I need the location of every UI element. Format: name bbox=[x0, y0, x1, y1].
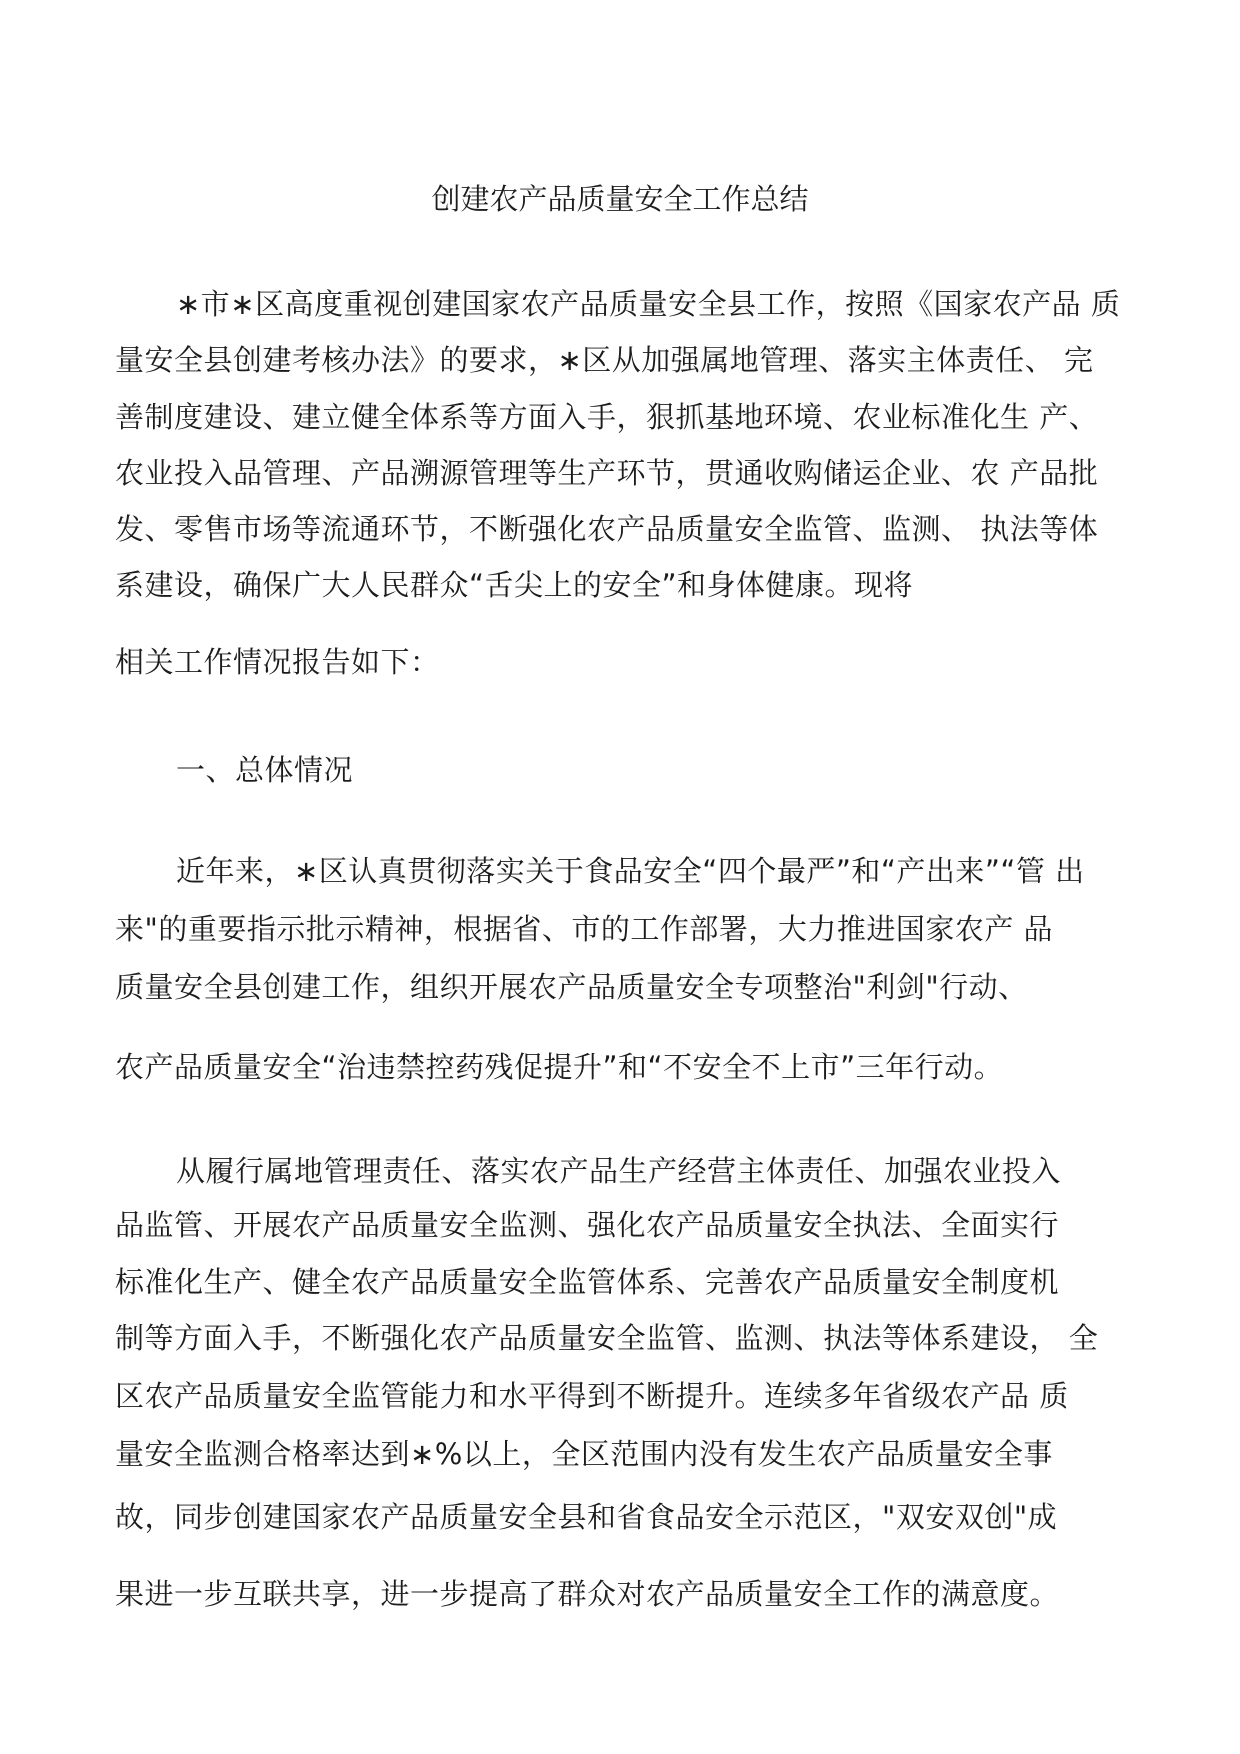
paragraph-line: 近年来，∗区认真贯彻落实关于食品安全“四个最严”和“产出来”“管 出 bbox=[176, 854, 1085, 888]
paragraph-line: 品监管、开展农产品质量安全监测、强化农产品质量安全执法、全面实行 bbox=[115, 1208, 1060, 1242]
document-title: 创建农产品质量安全工作总结 bbox=[431, 182, 809, 216]
paragraph-line: 标准化生产、健全农产品质量安全监管体系、完善农产品质量安全制度机 bbox=[115, 1265, 1060, 1299]
paragraph-line: 善制度建设、建立健全体系等方面入手，狠抓基地环境、农业标准化生 产、 bbox=[115, 400, 1099, 434]
paragraph-line: 系建设，确保广大人民群众“舌尖上的安全”和身体健康。现将 bbox=[115, 568, 914, 602]
paragraph-line: 区农产品质量安全监管能力和水平得到不断提升。连续多年省级农产品 质 bbox=[115, 1379, 1069, 1413]
paragraph-line: 农业投入品管理、产品溯源管理等生产环节，贯通收购储运企业、农 产品批 bbox=[115, 456, 1099, 490]
paragraph-line: 来"的重要指示批示精神，根据省、市的工作部署，大力推进国家农产 品 bbox=[115, 912, 1054, 946]
paragraph-line: 量安全县创建考核办法》的要求，∗区从加强属地管理、落实主体责任、 完 bbox=[115, 343, 1094, 377]
paragraph-line: 制等方面入手，不断强化农产品质量安全监管、监测、执法等体系建设， 全 bbox=[115, 1321, 1099, 1355]
paragraph-line: 从履行属地管理责任、落实农产品生产经营主体责任、加强农业投入 bbox=[176, 1154, 1062, 1188]
paragraph-line: ∗市∗区高度重视创建国家农产品质量安全县工作，按照《国家农产品 质 bbox=[176, 287, 1121, 321]
section-heading: 一、总体情况 bbox=[176, 753, 354, 787]
paragraph-line: 故，同步创建国家农产品质量安全县和省食品安全示范区，"双安双创"成 bbox=[115, 1500, 1058, 1534]
paragraph-line: 发、零售市场等流通环节，不断强化农产品质量安全监管、监测、 执法等体 bbox=[115, 512, 1099, 546]
paragraph-line: 量安全监测合格率达到∗%以上，全区范围内没有发生农产品质量安全事 bbox=[115, 1437, 1053, 1471]
paragraph-line: 相关工作情况报告如下： bbox=[115, 645, 440, 679]
paragraph-line: 质量安全县创建工作，组织开展农产品质量安全专项整治"利剑"行动、 bbox=[115, 970, 1028, 1004]
paragraph-line: 农产品质量安全“治违禁控药残促提升”和“不安全不上市”三年行动。 bbox=[115, 1050, 1004, 1084]
paragraph-line: 果进一步互联共享，进一步提高了群众对农产品质量安全工作的满意度。 bbox=[115, 1577, 1060, 1611]
